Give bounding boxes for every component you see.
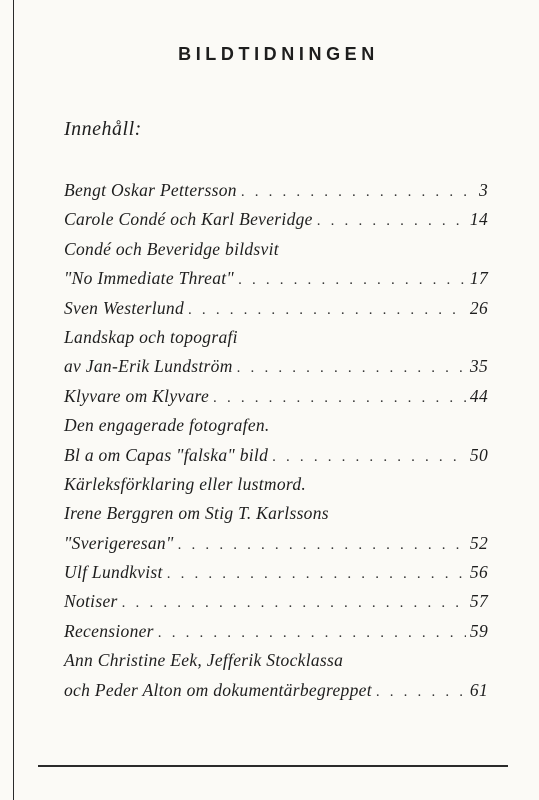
toc-line <box>64 470 488 499</box>
toc-dot-leader <box>238 266 466 295</box>
table-of-contents <box>64 176 488 705</box>
toc-entry <box>64 617 488 646</box>
toc-line <box>64 499 488 528</box>
toc-line <box>64 176 488 205</box>
toc-entry-title: Sven Westerlund <box>64 297 185 318</box>
toc-page-number: 57 <box>469 591 488 612</box>
toc-line <box>64 646 488 675</box>
toc-line <box>64 352 488 381</box>
bottom-rule <box>38 765 508 767</box>
toc-page-number: 59 <box>469 620 488 641</box>
toc-entry-title: Bl a om Capas "falska" bild <box>64 444 269 465</box>
toc-page-number: 26 <box>469 297 488 318</box>
toc-dot-leader <box>317 207 466 236</box>
toc-entry <box>64 382 488 411</box>
toc-line <box>64 441 488 470</box>
toc-page-number: 17 <box>469 268 488 289</box>
toc-line <box>64 587 488 616</box>
toc-entry <box>64 205 488 234</box>
toc-dot-leader <box>188 296 466 325</box>
toc-page-number: 52 <box>469 532 488 553</box>
toc-line <box>64 529 488 558</box>
toc-entry-title: Carole Condé och Karl Beveridge <box>64 209 313 230</box>
left-margin-rule <box>13 0 14 800</box>
toc-dot-leader <box>237 354 466 383</box>
toc-entry <box>64 587 488 616</box>
toc-entry-title: och Peder Alton om dokumentärbegreppet <box>64 679 372 700</box>
toc-page-number: 61 <box>469 679 488 700</box>
toc-entry-title: "No Immediate Threat" <box>64 268 235 289</box>
toc-entry <box>64 176 488 205</box>
toc-dot-leader <box>272 443 466 472</box>
toc-entry-title: Kärleksförklaring eller lustmord. <box>64 473 307 494</box>
toc-line <box>64 294 488 323</box>
toc-page-number: 35 <box>469 356 488 377</box>
toc-line <box>64 323 488 352</box>
toc-dot-leader <box>376 678 466 707</box>
toc-dot-leader <box>158 619 466 648</box>
toc-dot-leader <box>213 384 466 413</box>
toc-dot-leader <box>122 589 466 618</box>
toc-page-number: 3 <box>478 180 488 200</box>
toc-entry <box>64 294 488 323</box>
toc-entry-title: Ulf Lundkvist <box>64 562 163 583</box>
toc-line <box>64 676 488 705</box>
toc-entry-title: Klyvare om Klyvare <box>64 385 210 406</box>
contents-heading: Innehåll: <box>64 118 142 140</box>
toc-entry-title: Landskap och topografi <box>64 326 238 347</box>
toc-page-number: 44 <box>469 385 488 406</box>
toc-entry-title: Den engagerade fotografen. <box>64 415 270 436</box>
toc-entry-title: Condé och Beveridge bildsvit <box>64 238 279 259</box>
toc-entry <box>64 558 488 587</box>
toc-page-number: 50 <box>469 444 488 465</box>
masthead-title: BILDTIDNINGEN <box>178 44 379 64</box>
toc-page-number: 14 <box>469 209 488 230</box>
toc-entry-title: Bengt Oskar Pettersson <box>64 180 237 200</box>
toc-entry-title: Notiser <box>64 591 118 612</box>
toc-entry <box>64 323 488 382</box>
toc-dot-leader <box>178 531 466 560</box>
toc-line <box>64 617 488 646</box>
toc-entry-title: Recensioner <box>64 620 154 641</box>
toc-dot-leader <box>167 560 466 589</box>
toc-line <box>64 382 488 411</box>
toc-line <box>64 205 488 234</box>
toc-entry-title: av Jan-Erik Lundström <box>64 356 233 377</box>
toc-entry <box>64 235 488 294</box>
toc-page-number: 56 <box>469 562 488 583</box>
toc-dot-leader <box>241 178 475 207</box>
toc-line <box>64 411 488 440</box>
toc-entry <box>64 470 488 558</box>
toc-entry-title: Irene Berggren om Stig T. Karlssons <box>64 503 329 524</box>
toc-entry <box>64 411 488 470</box>
toc-line <box>64 235 488 264</box>
toc-entry <box>64 646 488 705</box>
toc-line <box>64 558 488 587</box>
toc-line <box>64 264 488 293</box>
toc-entry-title: Ann Christine Eek, Jefferik Stocklassa <box>64 650 344 671</box>
toc-entry-title: "Sverigeresan" <box>64 532 174 553</box>
